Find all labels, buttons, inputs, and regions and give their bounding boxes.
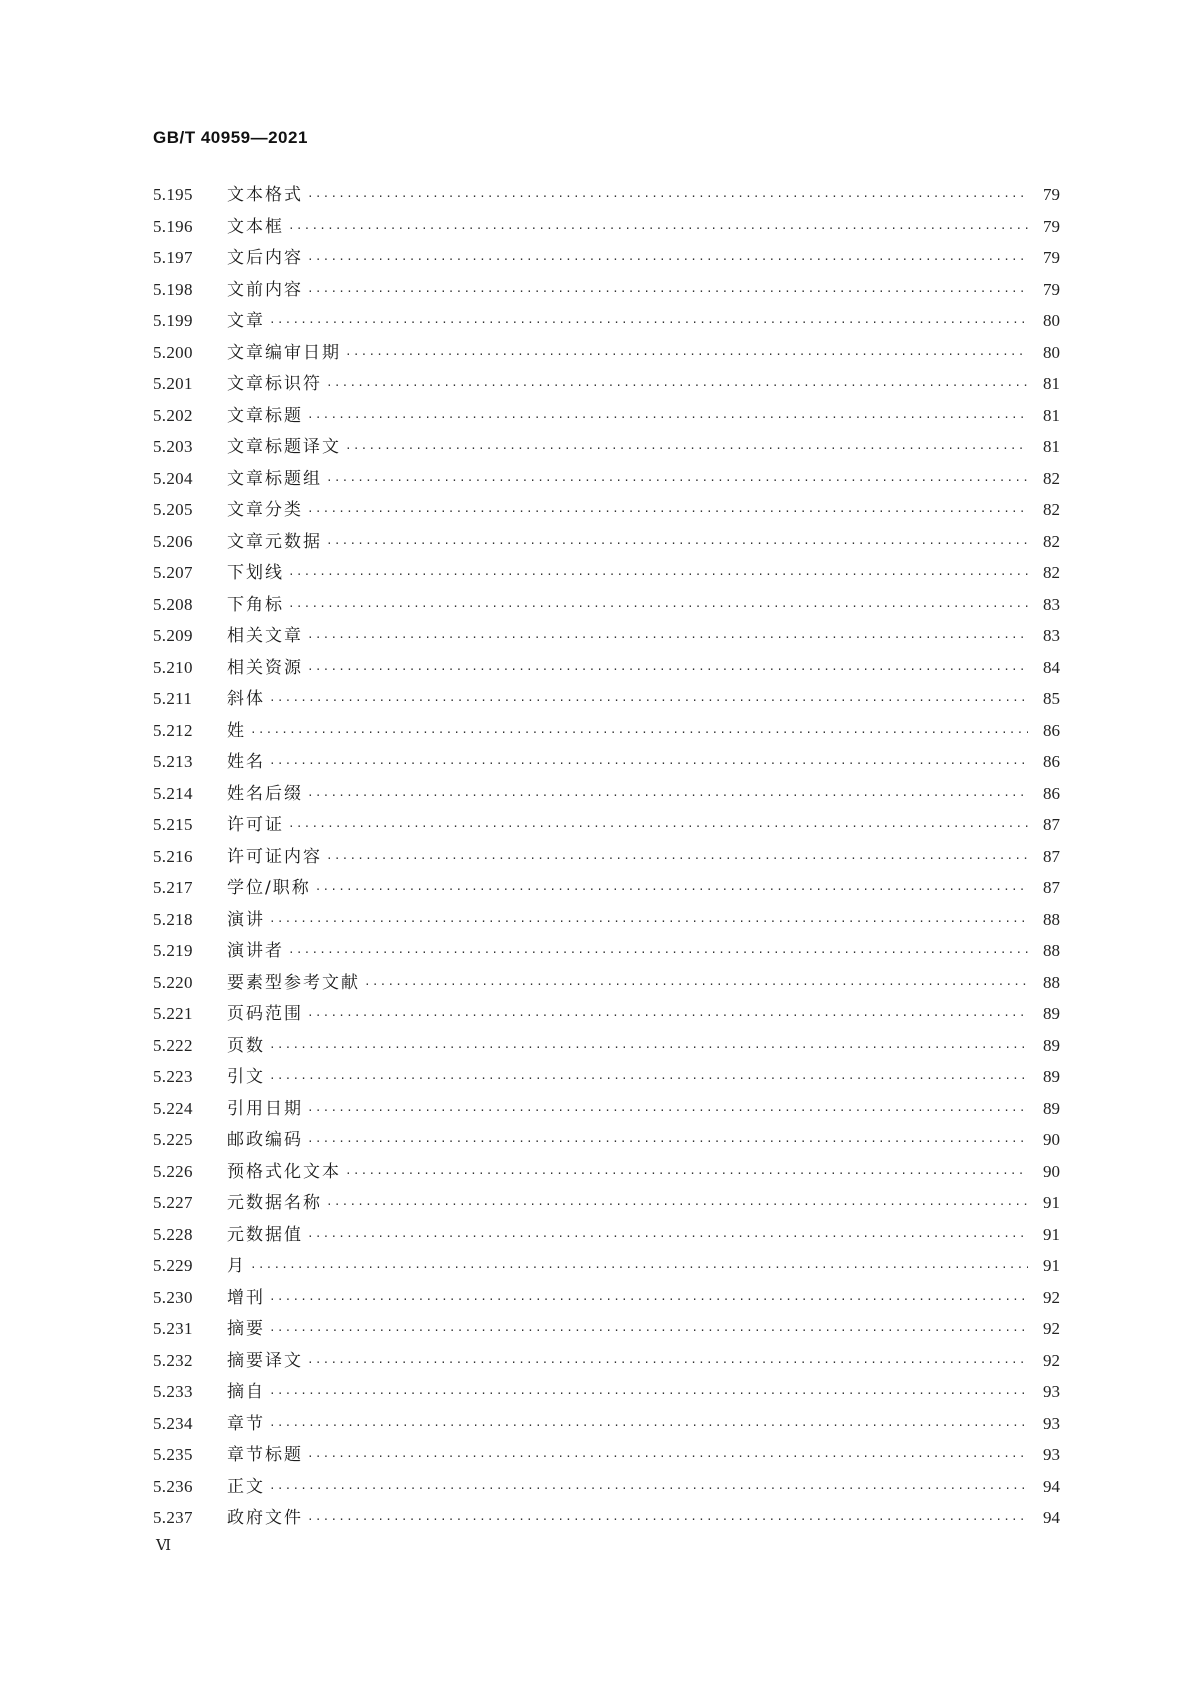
toc-entry-page: 83 — [1043, 626, 1060, 645]
toc-entry[interactable] — [153, 1061, 1060, 1093]
toc-dot-leader — [288, 937, 1028, 969]
toc-entry-title: 摘要译文 — [227, 1350, 303, 1371]
toc-entry-page: 86 — [1043, 783, 1060, 803]
toc-dot-leader — [269, 1284, 1028, 1316]
toc-entry[interactable] — [153, 1408, 1060, 1440]
toc-entry-title: 文章标题译文 — [227, 437, 341, 457]
toc-entry-title: 下划线 — [227, 563, 284, 583]
toc-entry[interactable] — [153, 967, 1060, 999]
toc-entry-number: 5.205 — [153, 500, 193, 519]
toc-entry-page: 93 — [1043, 1413, 1060, 1433]
toc-entry-page: 86 — [1043, 720, 1060, 740]
toc-entry-page: 93 — [1043, 1382, 1060, 1401]
toc-entry-title: 姓名后缀 — [227, 783, 303, 804]
toc-dot-leader — [315, 874, 1028, 906]
toc-entry-number: 5.218 — [153, 909, 193, 929]
toc-entry-number: 5.215 — [153, 815, 193, 834]
toc-entry-page: 81 — [1043, 374, 1060, 393]
toc-entry-title: 增刊 — [227, 1287, 265, 1308]
toc-entry-title: 文章标题组 — [227, 468, 322, 489]
toc-entry-page: 89 — [1043, 1004, 1060, 1023]
toc-entry-number: 5.216 — [153, 846, 193, 866]
toc-entry-number: 5.231 — [153, 1319, 193, 1338]
toc-entry-page: 90 — [1043, 1130, 1060, 1149]
toc-entry-title: 姓名 — [227, 752, 265, 772]
toc-entry-title: 下角标 — [227, 594, 284, 615]
toc-entry-number: 5.213 — [153, 752, 193, 771]
toc-entry-number: 5.230 — [153, 1287, 193, 1307]
toc-entry-page: 93 — [1043, 1445, 1060, 1464]
toc-entry-title: 文章标识符 — [227, 374, 322, 394]
toc-entry-number: 5.201 — [153, 374, 193, 393]
toc-entry-title: 政府文件 — [227, 1508, 303, 1528]
toc-entry-title: 页数 — [227, 1035, 265, 1056]
toc-dot-leader — [307, 780, 1028, 812]
toc-dot-leader — [269, 906, 1028, 938]
toc-entry-number: 5.212 — [153, 720, 193, 740]
toc-dot-leader — [269, 748, 1028, 780]
toc-entry-page: 86 — [1043, 752, 1060, 771]
toc-entry[interactable] — [153, 998, 1060, 1030]
toc-entry-title: 预格式化文本 — [227, 1161, 341, 1182]
toc-entry[interactable] — [153, 1093, 1060, 1125]
toc-entry[interactable] — [153, 179, 1060, 211]
toc-entry[interactable] — [153, 400, 1060, 432]
toc-entry-number: 5.210 — [153, 657, 193, 677]
toc-entry-number: 5.217 — [153, 878, 193, 897]
toc-entry-page: 83 — [1043, 594, 1060, 614]
toc-entry-page: 92 — [1043, 1287, 1060, 1307]
toc-entry-number: 5.228 — [153, 1224, 193, 1244]
toc-entry[interactable] — [153, 778, 1060, 810]
toc-entry[interactable] — [153, 1030, 1060, 1062]
toc-entry-title: 姓 — [227, 720, 246, 741]
toc-entry-page: 80 — [1043, 342, 1060, 362]
toc-entry-title: 文章分类 — [227, 500, 303, 520]
toc-entry[interactable] — [153, 337, 1060, 369]
toc-entry[interactable] — [153, 935, 1060, 967]
toc-dot-leader — [307, 1221, 1028, 1253]
toc-dot-leader — [250, 1252, 1028, 1284]
toc-entry-title: 章节标题 — [227, 1445, 303, 1465]
toc-entry[interactable] — [153, 683, 1060, 715]
toc-entry-page: 85 — [1043, 689, 1060, 708]
toc-entry-number: 5.211 — [153, 689, 193, 708]
toc-entry-page: 89 — [1043, 1067, 1060, 1086]
toc-entry-page: 81 — [1043, 437, 1060, 456]
toc-entry-number: 5.234 — [153, 1413, 193, 1433]
toc-dot-leader — [269, 1315, 1028, 1347]
toc-entry-page: 82 — [1043, 563, 1060, 582]
toc-entry[interactable] — [153, 368, 1060, 400]
toc-entry[interactable] — [153, 841, 1060, 873]
toc-entry-page: 91 — [1043, 1256, 1060, 1275]
toc-entry-title: 引文 — [227, 1067, 265, 1087]
toc-entry-title: 演讲者 — [227, 941, 284, 961]
toc-entry-title: 斜体 — [227, 689, 265, 709]
toc-entry[interactable] — [153, 1282, 1060, 1314]
toc-entry-page: 87 — [1043, 846, 1060, 866]
toc-entry[interactable] — [153, 557, 1060, 589]
toc-entry-number: 5.235 — [153, 1445, 193, 1464]
toc-entry-page: 79 — [1043, 279, 1060, 299]
toc-entry[interactable] — [153, 904, 1060, 936]
toc-dot-leader — [307, 1095, 1028, 1127]
toc-entry-title: 页码范围 — [227, 1004, 303, 1024]
toc-entry[interactable] — [153, 620, 1060, 652]
toc-entry-page: 91 — [1043, 1193, 1060, 1212]
toc-dot-leader — [364, 969, 1028, 1001]
toc-dot-leader — [307, 496, 1028, 528]
toc-entry-title: 邮政编码 — [227, 1130, 303, 1150]
toc-entry-title: 文章编审日期 — [227, 342, 341, 363]
toc-entry-number: 5.226 — [153, 1161, 193, 1181]
toc-entry-page: 82 — [1043, 531, 1060, 551]
toc-entry-page: 79 — [1043, 216, 1060, 236]
toc-entry-page: 79 — [1043, 185, 1060, 204]
toc-entry-title: 章节 — [227, 1413, 265, 1434]
toc-entry-title: 文章 — [227, 311, 265, 331]
toc-entry-number: 5.208 — [153, 594, 193, 614]
toc-entry-title: 相关资源 — [227, 657, 303, 678]
toc-dot-leader — [269, 1410, 1028, 1442]
toc-entry-page: 88 — [1043, 941, 1060, 960]
toc-entry-page: 82 — [1043, 500, 1060, 519]
toc-entry[interactable] — [153, 589, 1060, 621]
toc-dot-leader — [307, 276, 1028, 308]
toc-entry-page: 91 — [1043, 1224, 1060, 1244]
toc-dot-leader — [326, 465, 1028, 497]
toc-entry[interactable] — [153, 1376, 1060, 1408]
toc-entry-page: 81 — [1043, 405, 1060, 425]
toc-entry-number: 5.233 — [153, 1382, 193, 1401]
toc-entry-number: 5.214 — [153, 783, 193, 803]
toc-entry[interactable] — [153, 1313, 1060, 1345]
toc-entry-title: 月 — [227, 1256, 246, 1276]
toc-entry[interactable] — [153, 652, 1060, 684]
toc-dot-leader — [307, 1441, 1028, 1473]
toc-entry-page: 79 — [1043, 248, 1060, 267]
toc-dot-leader — [307, 622, 1028, 654]
toc-entry-title: 正文 — [227, 1476, 265, 1497]
toc-entry-title: 元数据名称 — [227, 1193, 322, 1213]
toc-entry-number: 5.227 — [153, 1193, 193, 1212]
toc-entry-number: 5.204 — [153, 468, 193, 488]
toc-entry-number: 5.219 — [153, 941, 193, 960]
toc-entry[interactable] — [153, 1345, 1060, 1377]
toc-entry-number: 5.200 — [153, 342, 193, 362]
toc-entry-number: 5.195 — [153, 185, 193, 204]
toc-entry-number: 5.206 — [153, 531, 193, 551]
toc-entry-number: 5.196 — [153, 216, 193, 236]
toc-dot-leader — [288, 213, 1028, 245]
toc-entry-number: 5.197 — [153, 248, 193, 267]
toc-dot-leader — [288, 559, 1028, 591]
toc-dot-leader — [269, 1063, 1028, 1095]
toc-entry-title: 许可证内容 — [227, 846, 322, 867]
toc-dot-leader — [326, 370, 1028, 402]
toc-dot-leader — [269, 1473, 1028, 1505]
toc-entry-page: 92 — [1043, 1319, 1060, 1338]
toc-dot-leader — [326, 1189, 1028, 1221]
toc-dot-leader — [250, 717, 1028, 749]
toc-entry-page: 89 — [1043, 1098, 1060, 1118]
toc-entry-title: 文后内容 — [227, 248, 303, 268]
toc-entry[interactable] — [153, 1156, 1060, 1188]
toc-dot-leader — [326, 528, 1028, 560]
toc-entry-title: 文前内容 — [227, 279, 303, 300]
toc-entry-page: 90 — [1043, 1161, 1060, 1181]
toc-dot-leader — [307, 654, 1028, 686]
toc-entry-title: 演讲 — [227, 909, 265, 930]
toc-dot-leader — [269, 1378, 1028, 1410]
toc-entry-number: 5.225 — [153, 1130, 193, 1149]
toc-entry[interactable] — [153, 494, 1060, 526]
toc-entry-page: 87 — [1043, 815, 1060, 834]
toc-entry-title: 许可证 — [227, 815, 284, 835]
toc-entry-title: 文本格式 — [227, 185, 303, 205]
toc-entry-title: 要素型参考文献 — [227, 972, 360, 993]
toc-entry-page: 89 — [1043, 1035, 1060, 1055]
toc-entry-page: 84 — [1043, 657, 1060, 677]
toc-dot-leader — [288, 811, 1028, 843]
toc-entry[interactable] — [153, 1471, 1060, 1503]
toc-dot-leader — [269, 1032, 1028, 1064]
toc-entry-page: 94 — [1043, 1508, 1060, 1527]
toc-entry-number: 5.207 — [153, 563, 193, 582]
toc-dot-leader — [345, 1158, 1028, 1190]
toc-entry[interactable] — [153, 305, 1060, 337]
toc-entry-page: 92 — [1043, 1350, 1060, 1370]
toc-dot-leader — [307, 1126, 1028, 1158]
toc-entry-number: 5.236 — [153, 1476, 193, 1496]
toc-entry-page: 88 — [1043, 972, 1060, 992]
toc-entry-page: 88 — [1043, 909, 1060, 929]
standard-code-header: GB/T 40959—2021 — [153, 128, 308, 147]
toc-entry-title: 元数据值 — [227, 1224, 303, 1245]
toc-dot-leader — [307, 181, 1028, 213]
toc-entry[interactable] — [153, 809, 1060, 841]
toc-entry-page: 94 — [1043, 1476, 1060, 1496]
toc-entry[interactable] — [153, 1502, 1060, 1534]
toc-entry[interactable] — [153, 746, 1060, 778]
table-of-contents — [153, 179, 1060, 1534]
toc-dot-leader — [269, 307, 1028, 339]
toc-entry-page: 80 — [1043, 311, 1060, 330]
toc-dot-leader — [288, 591, 1028, 623]
toc-entry-number: 5.237 — [153, 1508, 193, 1527]
toc-entry-page: 87 — [1043, 878, 1060, 897]
toc-entry-number: 5.202 — [153, 405, 193, 425]
toc-dot-leader — [307, 1504, 1028, 1536]
toc-dot-leader — [307, 1347, 1028, 1379]
toc-entry-number: 5.203 — [153, 437, 193, 456]
toc-entry-title: 摘要 — [227, 1319, 265, 1339]
toc-entry-title: 摘自 — [227, 1382, 265, 1402]
toc-entry-number: 5.223 — [153, 1067, 193, 1086]
toc-dot-leader — [345, 433, 1028, 465]
toc-entry[interactable] — [153, 1124, 1060, 1156]
toc-entry-number: 5.199 — [153, 311, 193, 330]
toc-entry-title: 文本框 — [227, 216, 284, 237]
toc-entry[interactable] — [153, 1439, 1060, 1471]
toc-entry[interactable] — [153, 715, 1060, 747]
toc-dot-leader — [326, 843, 1028, 875]
toc-entry-title: 文章元数据 — [227, 531, 322, 552]
toc-entry-page: 82 — [1043, 468, 1060, 488]
toc-dot-leader — [307, 1000, 1028, 1032]
toc-entry-number: 5.221 — [153, 1004, 193, 1023]
toc-entry[interactable] — [153, 431, 1060, 463]
toc-entry-number: 5.198 — [153, 279, 193, 299]
toc-entry-number: 5.220 — [153, 972, 193, 992]
toc-entry-number: 5.209 — [153, 626, 193, 645]
toc-entry[interactable] — [153, 274, 1060, 306]
toc-entry[interactable] — [153, 1187, 1060, 1219]
toc-entry[interactable] — [153, 526, 1060, 558]
toc-entry-title: 文章标题 — [227, 405, 303, 426]
page-number-footer: Ⅵ — [156, 1538, 172, 1554]
toc-entry[interactable] — [153, 463, 1060, 495]
toc-entry[interactable] — [153, 1250, 1060, 1282]
toc-entry-number: 5.229 — [153, 1256, 193, 1275]
toc-entry[interactable] — [153, 1219, 1060, 1251]
toc-entry-title: 引用日期 — [227, 1098, 303, 1119]
toc-entry[interactable] — [153, 872, 1060, 904]
toc-entry-title: 相关文章 — [227, 626, 303, 646]
toc-entry[interactable] — [153, 242, 1060, 274]
toc-entry-title: 学位/职称 — [227, 878, 311, 898]
toc-dot-leader — [269, 685, 1028, 717]
toc-entry-number: 5.224 — [153, 1098, 193, 1118]
toc-dot-leader — [307, 244, 1028, 276]
toc-dot-leader — [307, 402, 1028, 434]
toc-dot-leader — [345, 339, 1028, 371]
toc-entry-number: 5.232 — [153, 1350, 193, 1370]
toc-entry-number: 5.222 — [153, 1035, 193, 1055]
toc-entry[interactable] — [153, 211, 1060, 243]
